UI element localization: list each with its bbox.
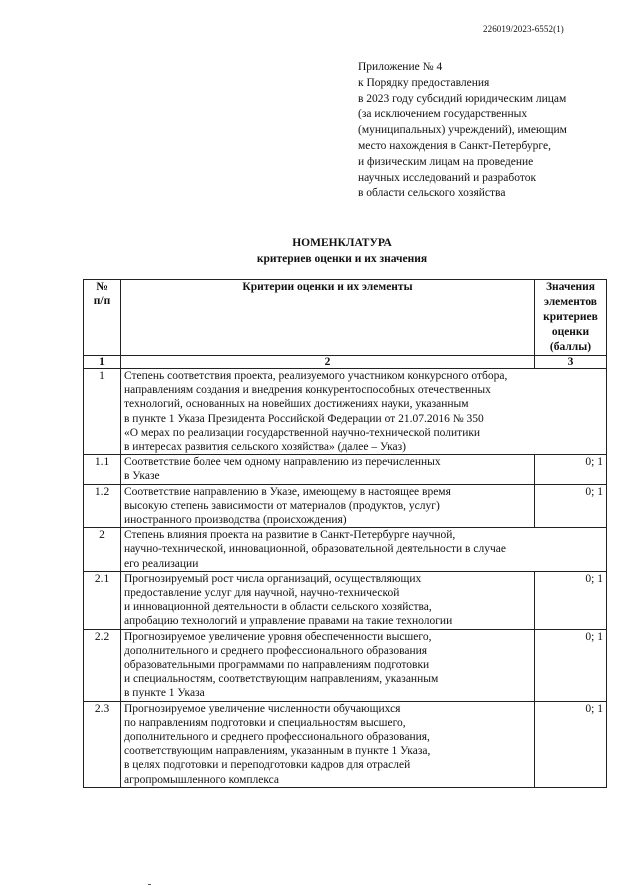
row-number: 2.2 bbox=[84, 629, 121, 701]
criterion-text bbox=[121, 629, 535, 701]
annex-line: в 2023 году субсидий юридическим лицам bbox=[358, 92, 567, 105]
criterion-line: направлениям создания и внедрения конкурентоспособных отечественных bbox=[124, 384, 491, 397]
criteria-table-body bbox=[84, 369, 607, 788]
row-number: 2.1 bbox=[84, 571, 121, 629]
annex-line: в области сельского хозяйства bbox=[358, 187, 506, 200]
criterion-line: апробацию технологий и управление правами на такие технологии bbox=[124, 615, 453, 628]
table-row bbox=[84, 484, 607, 528]
criterion-text bbox=[121, 455, 535, 484]
header-score-line: оценки bbox=[551, 326, 590, 338]
header-number-symbol: № bbox=[96, 281, 108, 293]
table-row bbox=[84, 455, 607, 484]
criterion-line: его реализации bbox=[124, 557, 199, 570]
header-criteria: Критерии оценки и их элементы bbox=[121, 280, 535, 356]
criterion-text bbox=[121, 701, 535, 787]
header-score-line: элементов bbox=[543, 296, 598, 308]
row-number: 1 bbox=[84, 369, 121, 455]
criterion-line: высокую степень зависимости от материалов (продуктов, услуг) bbox=[124, 499, 440, 512]
table-row bbox=[84, 369, 607, 455]
criterion-text bbox=[121, 528, 607, 572]
criterion-text bbox=[121, 571, 535, 629]
column-index: 1 bbox=[84, 356, 121, 369]
header-score bbox=[535, 280, 607, 356]
title-subtitle: критериев оценки и их значения bbox=[256, 252, 428, 265]
score-value: 0; 1 bbox=[535, 571, 607, 629]
criterion-line: Прогнозируемое увеличение численности обучающихся bbox=[124, 702, 401, 715]
annex-line: к Порядку предоставления bbox=[358, 76, 490, 89]
row-number: 2 bbox=[84, 528, 121, 572]
score-value: 0; 1 bbox=[535, 484, 607, 528]
annex-line: и физическим лицам на проведение bbox=[358, 155, 534, 168]
score-value: 0; 1 bbox=[535, 701, 607, 787]
criterion-line: технологий, основанных на новейших достижениях науки, указанным bbox=[124, 398, 469, 411]
criterion-line: дополнительного и среднего профессионального образования, bbox=[124, 731, 430, 744]
criteria-table bbox=[83, 279, 607, 788]
document-registration-number: 226019/2023-6552(1) bbox=[483, 24, 564, 34]
criterion-line: в пункте 1 Указа Президента Российской Федерации от 21.07.2016 № 350 bbox=[124, 412, 484, 425]
annex-line: научных исследований и разработок bbox=[358, 171, 537, 184]
criterion-line: агропромышленного комплекса bbox=[124, 773, 280, 786]
criterion-line: Степень влияния проекта на развитие в Санкт-Петербурге научной, bbox=[124, 529, 456, 542]
criterion-line: научно-технической, инновационной, образовательной деятельности в случае bbox=[124, 543, 506, 556]
annex-line: Приложение № 4 bbox=[358, 61, 443, 73]
criterion-line: дополнительного и среднего профессионального образования bbox=[124, 644, 428, 657]
score-value: 0; 1 bbox=[535, 455, 607, 484]
table-row bbox=[84, 701, 607, 787]
criterion-line: соответствующим направлениям, указанным в пункте 1 Указа, bbox=[124, 745, 431, 758]
criterion-line: в Указе bbox=[124, 470, 160, 483]
criterion-line: в пункте 1 Указа bbox=[124, 687, 205, 700]
table-row bbox=[84, 629, 607, 701]
criterion-line: Прогнозируемое увеличение уровня обеспеченности высшего, bbox=[124, 630, 432, 643]
column-index: 3 bbox=[535, 356, 607, 369]
row-number: 1.2 bbox=[84, 484, 121, 528]
criterion-line: образовательными программами по направлениям подготовки bbox=[124, 659, 430, 672]
criterion-line: в целях подготовки и переподготовки кадров для отраслей bbox=[124, 759, 411, 772]
table-row bbox=[84, 528, 607, 572]
row-number: 2.3 bbox=[84, 701, 121, 787]
scan-speck bbox=[148, 884, 151, 885]
criterion-line: иностранного производства (происхождения) bbox=[124, 514, 347, 527]
header-score-line: (баллы) bbox=[549, 341, 592, 353]
column-index-row bbox=[84, 356, 607, 369]
criterion-line: по направлениям подготовки и специальностям высшего, bbox=[124, 716, 406, 729]
score-value: 0; 1 bbox=[535, 629, 607, 701]
criterion-line: и инновационной деятельности в области сельского хозяйства, bbox=[124, 601, 432, 614]
criterion-line: в интересах развития сельского хозяйства» (далее – Указ) bbox=[124, 441, 406, 454]
header-score-line: Значения bbox=[545, 281, 596, 293]
criterion-line: Соответствие направлению в Указе, имеющему в настоящее время bbox=[124, 485, 451, 498]
criterion-line: Прогнозируемый рост числа организаций, осуществляющих bbox=[124, 572, 422, 585]
criterion-line: предоставление услуг для научной, научно-технической bbox=[124, 587, 400, 600]
criterion-line: «О мерах по реализации государственной научно-технической политики bbox=[124, 426, 481, 439]
title-main: НОМЕНКЛАТУРА bbox=[292, 237, 392, 249]
annex-line: (муниципальных) учреждений), имеющим bbox=[358, 124, 567, 137]
header-number bbox=[84, 280, 121, 356]
row-number: 1.1 bbox=[84, 455, 121, 484]
document-title bbox=[0, 236, 640, 267]
header-number-abbr: п/п bbox=[93, 295, 111, 308]
annex-line: место нахождения в Санкт-Петербурге, bbox=[358, 139, 551, 152]
criterion-line: и специальностям, соответствующим направлениям, указанным bbox=[124, 673, 439, 686]
annex-block bbox=[358, 60, 567, 202]
header-score-line: критериев bbox=[543, 311, 598, 323]
table-header-row bbox=[84, 280, 607, 356]
column-index: 2 bbox=[121, 356, 535, 369]
annex-line: (за исключением государственных bbox=[358, 108, 528, 121]
criterion-line: Соответствие более чем одному направлению из перечисленных bbox=[124, 456, 441, 469]
criterion-text bbox=[121, 369, 607, 455]
criterion-text bbox=[121, 484, 535, 528]
criterion-line: Степень соответствия проекта, реализуемого участником конкурсного отбора, bbox=[124, 370, 508, 382]
table-row bbox=[84, 571, 607, 629]
